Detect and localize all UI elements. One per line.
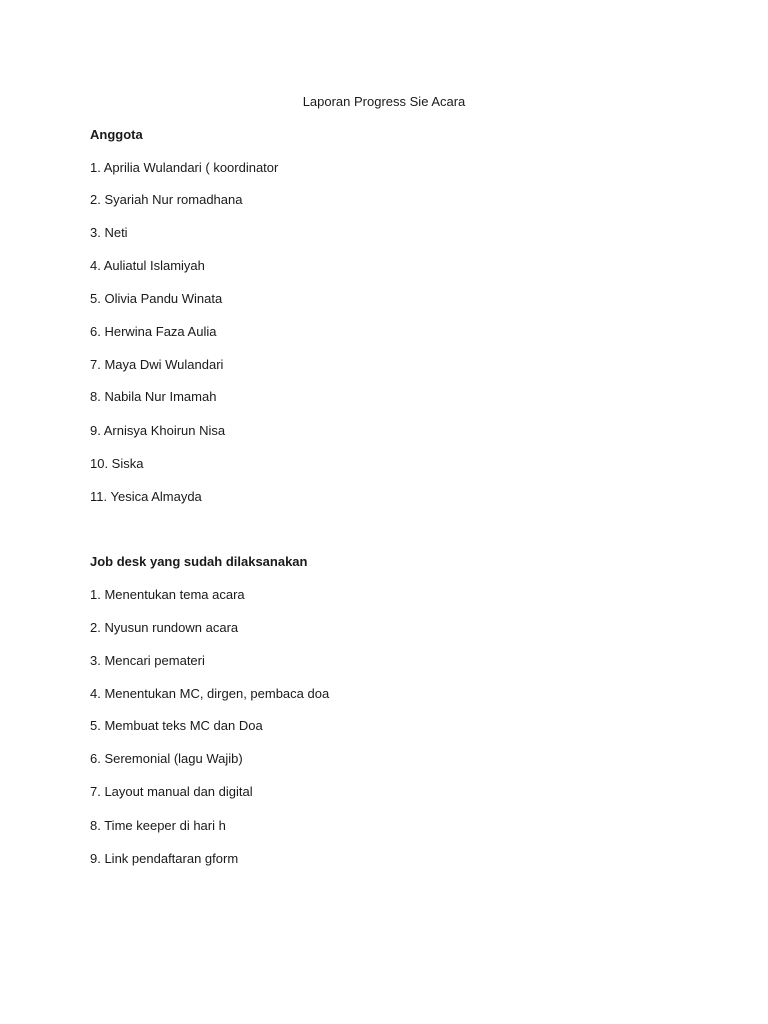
member-item: 3. Neti bbox=[90, 225, 128, 240]
job-item: 7. Layout manual dan digital bbox=[90, 784, 253, 799]
job-item: 6. Seremonial (lagu Wajib) bbox=[90, 751, 243, 766]
jobs-heading: Job desk yang sudah dilaksanakan bbox=[90, 554, 308, 569]
member-item: 11. Yesica Almayda bbox=[90, 489, 202, 504]
job-item: 4. Menentukan MC, dirgen, pembaca doa bbox=[90, 686, 330, 701]
member-item: 7. Maya Dwi Wulandari bbox=[90, 357, 224, 372]
job-item: 9. Link pendaftaran gform bbox=[90, 851, 239, 866]
member-item: 2. Syariah Nur romadhana bbox=[90, 192, 243, 207]
member-item: 6. Herwina Faza Aulia bbox=[90, 324, 217, 339]
member-item: 10. Siska bbox=[90, 456, 144, 471]
member-item: 1. Aprilia Wulandari ( koordinator bbox=[90, 160, 279, 175]
member-item: 4. Auliatul Islamiyah bbox=[90, 258, 205, 273]
document-title: Laporan Progress Sie Acara bbox=[302, 94, 466, 109]
member-item: 9. Arnisya Khoirun Nisa bbox=[90, 423, 226, 438]
member-item: 5. Olivia Pandu Winata bbox=[90, 291, 223, 306]
job-item: 1. Menentukan tema acara bbox=[90, 587, 245, 602]
job-item: 3. Mencari pemateri bbox=[90, 653, 205, 668]
job-item: 8. Time keeper di hari h bbox=[90, 818, 226, 833]
job-item: 5. Membuat teks MC dan Doa bbox=[90, 718, 263, 733]
job-item: 2. Nyusun rundown acara bbox=[90, 620, 239, 635]
members-heading: Anggota bbox=[90, 127, 143, 142]
member-item: 8. Nabila Nur Imamah bbox=[90, 389, 217, 404]
